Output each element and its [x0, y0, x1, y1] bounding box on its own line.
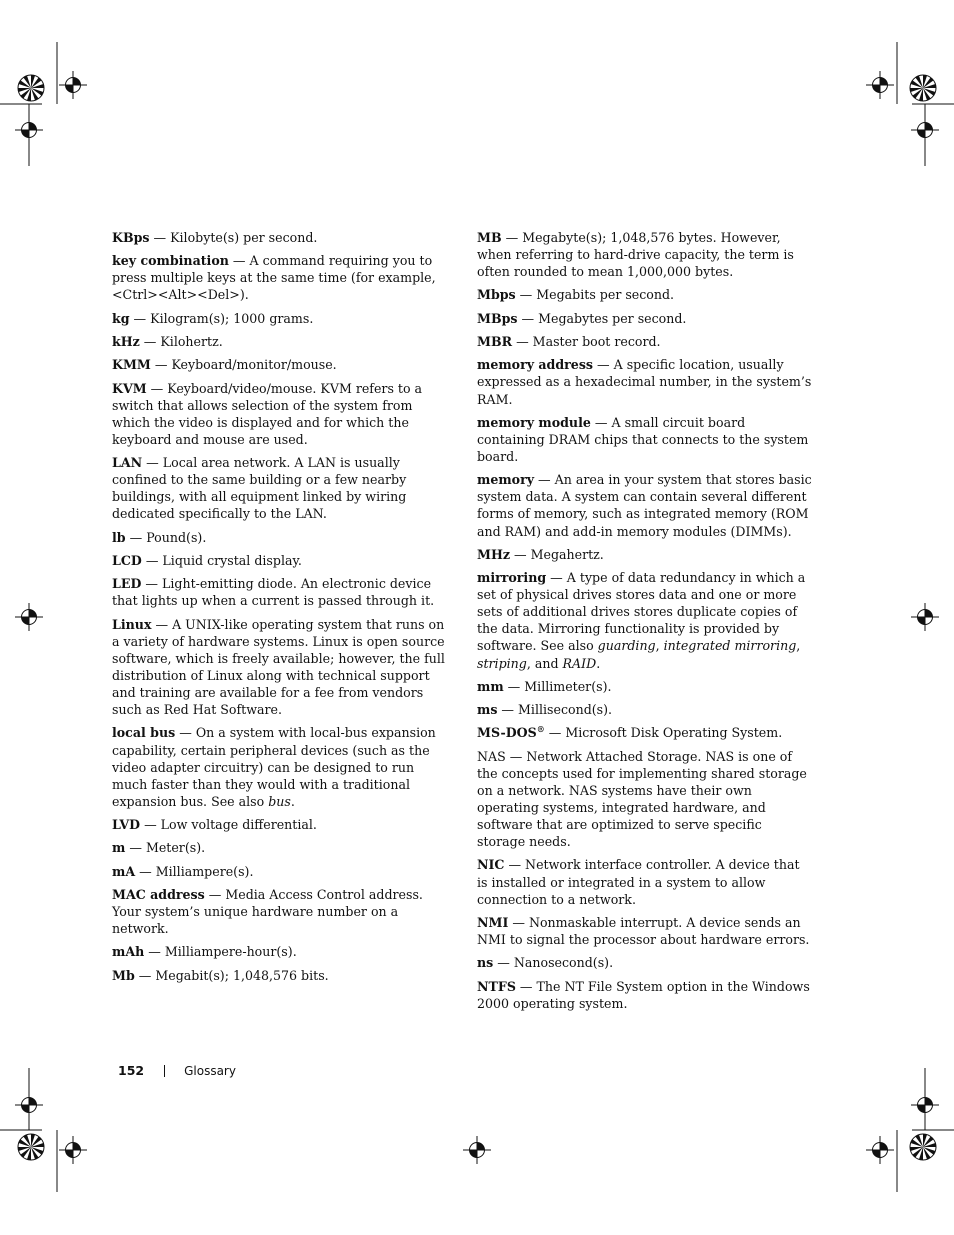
glossary-definition: A UNIX-like operating system that runs on a variety of hardware systems. Linux is open source software, which is freely available; however, the full distribution of Linux along with technical support and training are available for a fee from vendors such as Red Hat Software. [112, 616, 445, 718]
glossary-entry [112, 252, 448, 303]
glossary-term [477, 915, 508, 930]
term-text: MHz [477, 546, 510, 562]
section-name: Glossary [184, 1064, 236, 1078]
glossary-definition: Keyboard/video/mouse. KVM refers to a switch that allows selection of the system from which the video is displayed and for which the keyboard and mouse are used. [112, 380, 423, 447]
glossary-term [477, 287, 516, 302]
glossary-term [477, 357, 593, 372]
ref-separator: , and [526, 655, 563, 671]
term-text: MBps [477, 310, 518, 326]
ref-separator: , [655, 638, 664, 654]
glossary-term [112, 381, 147, 396]
glossary-column-right [477, 229, 813, 1018]
em-dash: — [497, 702, 519, 718]
glossary-term [477, 230, 502, 245]
trailing-punct: . [596, 655, 601, 671]
glossary-entry [477, 701, 813, 718]
term-text: memory module [477, 414, 591, 430]
glossary-definition: Low voltage differential. [160, 817, 317, 833]
em-dash: — [512, 334, 533, 350]
glossary-term [477, 334, 512, 349]
glossary-definition: The NT File System option in the Windows 2000 operating system. [477, 978, 810, 1011]
em-dash: — [142, 455, 163, 471]
glossary-entry [112, 816, 448, 833]
glossary-entry [477, 748, 813, 851]
glossary-term [112, 576, 141, 591]
term-text: LVD [112, 817, 141, 833]
em-dash: — [546, 570, 567, 586]
term-text: MBR [477, 334, 513, 350]
glossary-entry [477, 856, 813, 907]
term-text: LED [112, 576, 142, 592]
glossary-entry [112, 310, 448, 327]
glossary-term [477, 679, 504, 694]
em-dash: — [151, 616, 173, 632]
em-dash: — [129, 310, 151, 326]
em-dash: — [590, 414, 612, 430]
term-text: memory [477, 472, 535, 488]
glossary-definition: Kilobyte(s) per second. [170, 230, 318, 245]
page-footer [118, 1061, 236, 1081]
see-also-ref: RAID [562, 655, 597, 671]
term-text: Mbps [477, 287, 516, 303]
glossary-definition: Keyboard/monitor/mouse. [171, 357, 337, 373]
term-text: NAS [477, 748, 506, 764]
term-text: KMM [112, 357, 151, 373]
glossary-entry [112, 380, 448, 448]
em-dash: — [175, 725, 196, 741]
em-dash: — [134, 967, 156, 983]
glossary-term [477, 955, 493, 970]
glossary-entry [477, 914, 813, 948]
glossary-term [112, 530, 126, 545]
term-text: lb [112, 529, 126, 545]
glossary-definition: Network interface controller. A device that is installed or integrated in a system to allow connection to a network. [477, 857, 800, 907]
em-dash: — [141, 553, 163, 568]
glossary-entry [112, 454, 448, 522]
glossary-definition: A type of data redundancy in which a set of physical drives stores data and one or more sets of additional drives stores duplicate copies of the data. Mirroring functionality is provided by software. See also [477, 570, 806, 654]
em-dash: — [508, 914, 529, 930]
em-dash: — [135, 863, 156, 879]
term-text: mm [477, 678, 504, 694]
em-dash: — [146, 380, 168, 396]
glossary-definition: A specific location, usually expressed as a hexadecimal number, in the system’s RAM. [477, 357, 812, 407]
glossary-entry [477, 356, 813, 407]
term-text: NIC [477, 857, 505, 873]
term-text: kg [112, 310, 130, 326]
em-dash: — [501, 230, 523, 245]
glossary-definition: A small circuit board containing DRAM chips that connects to the system board. [477, 414, 809, 464]
glossary-entry [477, 569, 813, 672]
see-also-ref: guarding [597, 638, 656, 654]
glossary-entry [112, 967, 448, 984]
term-text: MS-DOS [477, 725, 537, 741]
glossary-definition: Megabyte(s); 1,048,576 bytes. However, when referring to hard-drive capacity, the term is often rounded to mean 1,000,000 bytes. [477, 230, 794, 280]
glossary-entry [112, 529, 448, 546]
glossary-entry [477, 678, 813, 695]
glossary-entry [477, 229, 813, 280]
glossary-entry [477, 310, 813, 327]
term-text: memory address [477, 357, 594, 373]
registered-mark: ® [536, 724, 545, 735]
glossary-definition: Liquid crystal display. [162, 553, 302, 568]
glossary-entry [477, 978, 813, 1012]
em-dash: — [544, 725, 566, 741]
glossary-definition: Millimeter(s). [524, 678, 612, 694]
term-text: LCD [112, 553, 142, 568]
glossary-term [477, 547, 510, 562]
glossary-term [112, 230, 150, 245]
glossary-term [112, 334, 140, 349]
glossary-term [112, 617, 151, 632]
term-text: KBps [112, 230, 150, 245]
em-dash: — [144, 944, 165, 960]
glossary-entry [112, 229, 448, 246]
glossary-term [477, 749, 506, 764]
glossary-term [112, 553, 142, 568]
glossary-definition: Master boot record. [532, 334, 661, 350]
glossary-definition: Milliampere-hour(s). [164, 944, 297, 960]
term-text: NTFS [477, 978, 516, 994]
glossary-entry [477, 471, 813, 539]
glossary-term [112, 455, 142, 470]
term-text: NMI [477, 914, 509, 930]
glossary-entry [477, 724, 813, 741]
glossary-term [477, 570, 546, 585]
glossary-entry [112, 552, 448, 569]
em-dash: — [593, 357, 614, 373]
glossary-entry [477, 954, 813, 971]
see-also-ref: bus [268, 793, 291, 809]
glossary-term [112, 944, 144, 959]
term-text: kHz [112, 334, 140, 350]
em-dash: — [150, 357, 172, 373]
glossary-term [477, 979, 516, 994]
em-dash: — [141, 576, 162, 592]
em-dash: — [515, 287, 537, 303]
glossary-entry [112, 724, 448, 809]
glossary-term [112, 817, 140, 832]
em-dash: — [125, 529, 147, 545]
glossary-definition: Light-emitting diode. An electronic device that lights up when a current is passed through it. [112, 576, 435, 609]
page-number: 152 [118, 1063, 145, 1078]
em-dash: — [510, 546, 531, 562]
glossary-definition: Milliampere(s). [155, 863, 254, 879]
glossary-definition: Kilogram(s); 1000 grams. [150, 310, 314, 326]
glossary-definition: Media Access Control address. Your system’s unique hardware number on a network. [112, 886, 423, 937]
glossary-term [477, 725, 545, 740]
glossary-definition: Meter(s). [145, 840, 206, 856]
ref-separator: , [796, 638, 801, 654]
glossary-entry [477, 286, 813, 303]
term-text: KVM [112, 380, 147, 396]
glossary-term [477, 415, 591, 430]
glossary-term [112, 864, 135, 879]
glossary-entry [112, 333, 448, 350]
glossary-term [477, 857, 504, 872]
glossary-entry [477, 333, 813, 350]
em-dash: — [204, 886, 226, 902]
term-text: MAC address [112, 886, 205, 902]
glossary-definition: Pound(s). [146, 529, 207, 545]
glossary-definition: On a system with local-bus expansion capability, certain peripheral devices (such as the video adapter circuitry) can be designed to run much faster than they would with a traditional expansion bus. See also [112, 725, 436, 809]
term-text: mAh [112, 944, 145, 960]
term-text: mirroring [477, 570, 547, 586]
term-text: Linux [112, 616, 152, 632]
glossary-definition: An area in your system that stores basic system data. A system can contain several different forms of memory, such as integrated memory (ROM and RAM) and add-in memory modules (DIMMs). [477, 472, 812, 539]
glossary-term [112, 840, 125, 855]
glossary-column-left [112, 229, 448, 990]
glossary-definition: Nonmaskable interrupt. A device sends an NMI to signal the processor about hardware errors. [477, 914, 810, 947]
em-dash: — [139, 334, 161, 350]
glossary-definition: Megabit(s); 1,048,576 bits. [155, 967, 329, 983]
glossary-term [112, 887, 205, 902]
glossary-term [112, 311, 130, 326]
glossary-term [477, 311, 517, 326]
glossary-entry [112, 575, 448, 609]
glossary-term [112, 725, 175, 740]
glossary-entry [112, 863, 448, 880]
term-text: local bus [112, 725, 176, 741]
glossary-definition: Megahertz. [530, 546, 604, 562]
em-dash: — [505, 748, 527, 764]
glossary-definition: A command requiring you to press multiple keys at the same time (for example, <Ctrl><Alt><Del>). [112, 253, 436, 303]
term-text: LAN [112, 455, 143, 471]
term-text: Mb [112, 967, 135, 983]
footer-separator [164, 1065, 165, 1077]
glossary-entry [477, 414, 813, 465]
em-dash: — [517, 310, 539, 326]
see-also-ref: integrated mirroring [663, 638, 797, 654]
glossary-entry [112, 356, 448, 373]
glossary-term [477, 472, 534, 487]
term-text: mA [112, 863, 136, 879]
em-dash: — [534, 472, 555, 488]
glossary-definition: Megabytes per second. [538, 310, 687, 326]
glossary-entry [477, 546, 813, 563]
term-text: ns [477, 955, 494, 971]
glossary-entry [112, 616, 448, 719]
glossary-term [112, 253, 229, 268]
glossary-entry [112, 886, 448, 937]
em-dash: — [140, 817, 161, 833]
see-also-ref: striping [477, 655, 527, 671]
glossary-entry [112, 839, 448, 856]
em-dash: — [125, 840, 146, 856]
glossary-term [477, 702, 497, 717]
glossary-definition: Local area network. A LAN is usually confined to the same building or a few nearby buildings, with all equipment linked by wiring dedicated specifically to the LAN. [112, 455, 407, 522]
glossary-term [112, 357, 151, 372]
em-dash: — [493, 955, 514, 971]
glossary-definition: Microsoft Disk Operating System. [565, 725, 783, 741]
em-dash: — [228, 253, 250, 269]
glossary-definition: Megabits per second. [536, 287, 675, 303]
trailing-punct: . [290, 793, 295, 809]
glossary-entry [112, 943, 448, 960]
em-dash: — [504, 857, 526, 873]
glossary-term [112, 968, 135, 983]
glossary-definition: Millisecond(s). [518, 702, 613, 718]
term-text: m [112, 840, 126, 856]
glossary-definition: Nanosecond(s). [513, 955, 614, 971]
term-text: MB [477, 230, 502, 245]
glossary-definition: Network Attached Storage. NAS is one of the concepts used for implementing shared storage on a network. NAS systems have their own operating systems, integrated hardware, and software that are optimized to serve specific storage needs. [477, 748, 807, 850]
em-dash: — [515, 978, 537, 994]
em-dash: — [503, 678, 525, 694]
term-text: key combination [112, 253, 229, 269]
em-dash: — [149, 230, 171, 245]
term-text: ms [477, 702, 498, 718]
glossary-definition: Kilohertz. [160, 334, 223, 350]
